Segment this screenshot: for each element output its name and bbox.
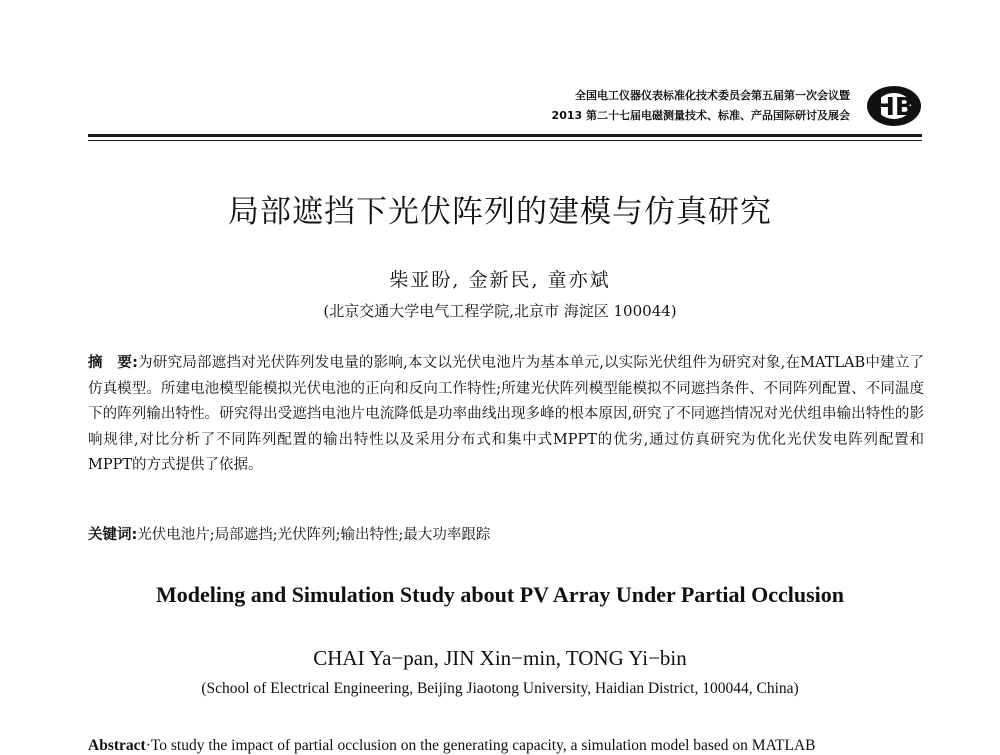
logo-text: HB [874,92,914,121]
authors-chinese: 柴亚盼, 金新民, 童亦斌 [389,269,611,291]
abstract-english-text: ·To study the impact of partial occlusion on the generating capacity, a simulation model based on MATLAB [145,737,816,754]
affiliation-chinese: (北京交通大学电气工程学院,北京市 海淀区 100044) [323,302,677,320]
conference-logo [864,84,924,128]
keywords-chinese [88,523,924,547]
conference-header-line-2: 2013 第二十七届电磁测量技术、标准、产品国际研讨及展会 [551,109,850,122]
affiliation-english: (School of Electrical Engineering, Beijing Jiaotong University, Haidian District, 100044, China) [201,680,799,697]
conference-header-line-1: 全国电工仪器仪表标准化技术委员会第五届第一次会议暨 [575,89,850,102]
keywords-chinese-label: 关键词: [88,527,138,543]
abstract-chinese-text: 为研究局部遮挡对光伏阵列发电量的影响,本文以光伏电池片为基本单元,以实际光伏组件为研究对象,在MATLAB中建立了仿真模型。所建电池模型能模拟光伏电池的正向和反向工作特性;所建光伏阵列模型能模拟不同遮挡条件、不同阵列配置、不同温度下的阵列输出特性。研究得出受遮挡电池片电流降低是功率曲线出现多峰的根本原因,研究了不同遮挡情况对光伏组串输出特性的影响规律,对比分析了不同阵列配置的输出特性以及采用分布式和集中式MPPT的优劣,通过仿真研究为优化光伏发电阵列配置和MPPT的方式提供了依据。 [88,355,924,473]
abstract-chinese-label: 摘 要: [88,355,138,371]
header-rule-thin [88,140,922,141]
keywords-chinese-text: 光伏电池片;局部遮挡;光伏阵列;输出特性;最大功率跟踪 [137,527,491,543]
abstract-english [88,737,948,755]
conference-header [552,86,850,126]
authors-english: CHAI Ya−pan, JIN Xin−min, TONG Yi−bin [313,646,687,670]
abstract-chinese [88,351,924,479]
paper-title-chinese: 局部遮挡下光伏阵列的建模与仿真研究 [228,194,772,230]
header-rule-thick [88,134,922,137]
paper-title-english: Modeling and Simulation Study about PV Array Under Partial Occlusion [156,582,844,607]
abstract-english-label: Abstract [88,737,146,754]
